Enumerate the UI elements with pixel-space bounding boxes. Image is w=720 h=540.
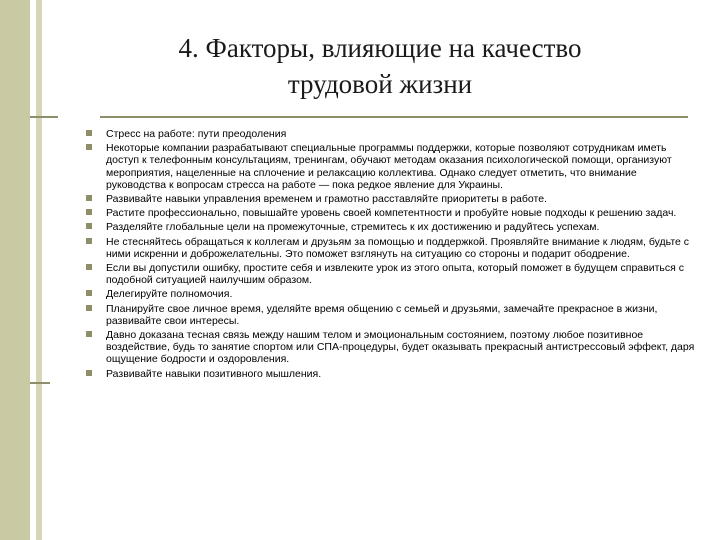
list-item (86, 329, 696, 366)
list-item (86, 142, 696, 191)
square-bullet-icon (86, 144, 92, 150)
list-item-text: Растите профессионально, повышайте уровень своей компетентности и пробуйте новые подходы к решению задач. (106, 207, 677, 220)
list-item (86, 128, 696, 140)
title-divider (100, 116, 688, 118)
list-item-text: Делегируйте полномочия. (106, 288, 233, 301)
list-item-text: Давно доказана тесная связь между нашим телом и эмоциональным состоянием, поэтому любое позитивное воздействие, будь то занятие спортом или СПА-процедуры, будет оказывать прекрасный антистрессовый эффект, даря ощущение бодрости и оздоровления. (106, 329, 695, 366)
list-item-text: Некоторые компании разрабатывают специальные программы поддержки, которые позволяют сотрудникам иметь доступ к телефонным консультациям, тренингам, обучают методам оказания психологической помощи, организуют мероприятия, нацеленные на сплочение и релаксацию коллектива. Однако следует отметить, что внимание руководства к вопросам стресса на работе — пока редкое явление для Украины. (106, 142, 672, 191)
list-item (86, 368, 696, 380)
square-bullet-icon (86, 370, 92, 376)
list-item (86, 221, 696, 233)
square-bullet-icon (86, 130, 92, 136)
square-bullet-icon (86, 264, 92, 270)
list-item (86, 262, 696, 286)
left-decorative-stripe (36, 0, 42, 540)
list-item-text: Развивайте навыки позитивного мышления. (106, 367, 322, 380)
list-item-text: Развивайте навыки управления временем и грамотно расставляйте приоритеты в работе. (106, 193, 547, 206)
list-item-text: Разделяйте глобальные цели на промежуточные, стремитесь к их достижению и радуйтесь успехам. (106, 221, 600, 234)
square-bullet-icon (86, 223, 92, 229)
square-bullet-icon (86, 305, 92, 311)
slide-title (100, 30, 660, 102)
list-item (86, 288, 696, 300)
slide-title-line-2: трудовой жизни (287, 69, 473, 99)
list-item (86, 236, 696, 260)
list-item-text: Планируйте свое личное время, уделяйте время общению с семьей и друзьями, замечайте прекрасное в жизни, развивайте свои интересы. (106, 302, 658, 327)
list-item (86, 193, 696, 205)
left-decorative-bar (0, 0, 30, 540)
list-item-text: Не стесняйтесь обращаться к коллегам и друзьям за помощью и поддержкой. Проявляйте внимание к людям, будьте с ними искренни и доброжелательны. Это поможет взглянуть на ситуацию со стороны и подарит ободрение. (106, 235, 690, 260)
square-bullet-icon (86, 195, 92, 201)
list-item-text: Стресс на работе: пути преодоления (106, 128, 287, 140)
side-divider (30, 382, 50, 384)
square-bullet-icon (86, 331, 92, 337)
list-item (86, 207, 696, 219)
bullet-list (86, 128, 696, 382)
slide-title-line-1: 4. Факторы, влияющие на качество (178, 33, 582, 63)
square-bullet-icon (86, 209, 92, 215)
list-item (86, 303, 696, 327)
square-bullet-icon (86, 238, 92, 244)
square-bullet-icon (86, 290, 92, 296)
list-item-text: Если вы допустили ошибку, простите себя и извлеките урок из этого опыта, который поможет в будущем справиться с подобной ситуацией наилучшим образом. (106, 262, 684, 287)
title-divider-left (30, 116, 58, 118)
